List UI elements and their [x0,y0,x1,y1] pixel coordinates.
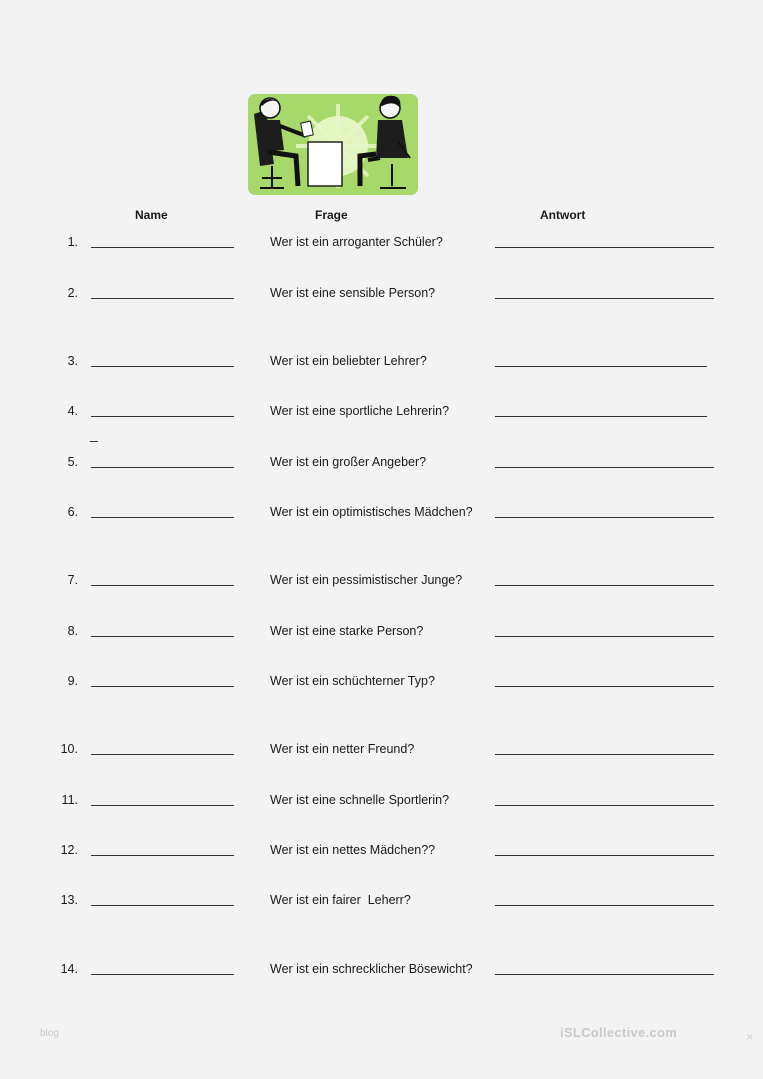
name-blank[interactable] [91,585,234,586]
name-blank[interactable] [91,366,234,367]
question-number: 6. [67,505,78,519]
question-text: Wer ist ein schüchterner Typ? [270,674,435,688]
answer-blank[interactable] [495,416,707,417]
question-row [0,404,763,424]
name-blank[interactable] [91,905,234,906]
name-blank[interactable] [91,467,234,468]
question-number: 1. [67,235,78,249]
question-number: 12. [60,843,78,857]
column-header-name: Name [135,208,168,222]
question-number: 13. [60,893,78,907]
watermark-islcollective: iSLCollective.com [560,1025,678,1040]
question-text: Wer ist ein arroganter Schüler? [270,235,443,249]
name-blank[interactable] [91,247,234,248]
question-number: 4. [67,404,78,418]
answer-blank[interactable] [495,298,714,299]
question-text: Wer ist ein großer Angeber? [270,455,427,469]
interview-scene-icon [248,94,418,195]
question-text: Wer ist ein netter Freund? [270,742,415,756]
column-header-antwort: Antwort [540,208,586,222]
name-blank[interactable] [91,636,234,637]
question-number: 3. [67,354,78,368]
question-row [0,235,763,255]
question-row [0,354,763,374]
answer-blank[interactable] [495,855,714,856]
question-number: 10. [60,742,78,756]
name-blank[interactable] [91,855,234,856]
question-text: Wer ist eine sensible Person? [270,286,436,300]
corner-mark: ✕ [746,1032,754,1042]
answer-blank[interactable] [495,754,714,755]
question-row [0,624,763,644]
question-row [0,893,763,913]
answer-blank[interactable] [495,636,714,637]
question-text: Wer ist eine sportliche Lehrerin? [270,404,450,418]
question-row [0,843,763,863]
question-row [0,793,763,813]
stray-underscore [90,441,98,442]
answer-blank[interactable] [495,974,714,975]
question-text: Wer ist ein fairer Leherr? [270,893,411,907]
name-blank[interactable] [91,974,234,975]
question-row [0,455,763,475]
question-row [0,742,763,762]
question-text: Wer ist ein optimistisches Mädchen? [270,505,473,519]
column-header-frage: Frage [315,208,348,222]
question-text: Wer ist ein schrecklicher Bösewicht? [270,962,473,976]
question-number: 8. [67,624,78,638]
question-number: 14. [60,962,78,976]
question-row [0,573,763,593]
question-row [0,674,763,694]
name-blank[interactable] [91,805,234,806]
question-number: 9. [67,674,78,688]
answer-blank[interactable] [495,805,714,806]
answer-blank[interactable] [495,247,714,248]
watermark-blog: blog [40,1028,59,1039]
answer-blank[interactable] [495,585,714,586]
name-blank[interactable] [91,754,234,755]
question-text: Wer ist eine schnelle Sportlerin? [270,793,450,807]
question-row [0,962,763,982]
question-number: 11. [61,793,78,807]
question-number: 7. [67,573,78,587]
question-text: Wer ist ein pessimistischer Junge? [270,573,463,587]
question-row [0,286,763,306]
question-text: Wer ist eine starke Person? [270,624,424,638]
question-row [0,505,763,525]
answer-blank[interactable] [495,517,714,518]
name-blank[interactable] [91,416,234,417]
answer-blank[interactable] [495,467,714,468]
name-blank[interactable] [91,686,234,687]
question-number: 5. [67,455,78,469]
name-blank[interactable] [91,298,234,299]
question-text: Wer ist ein beliebter Lehrer? [270,354,427,368]
answer-blank[interactable] [495,905,714,906]
answer-blank[interactable] [495,366,707,367]
answer-blank[interactable] [495,686,714,687]
name-blank[interactable] [91,517,234,518]
question-number: 2. [67,286,78,300]
question-text: Wer ist ein nettes Mädchen?? [270,843,436,857]
